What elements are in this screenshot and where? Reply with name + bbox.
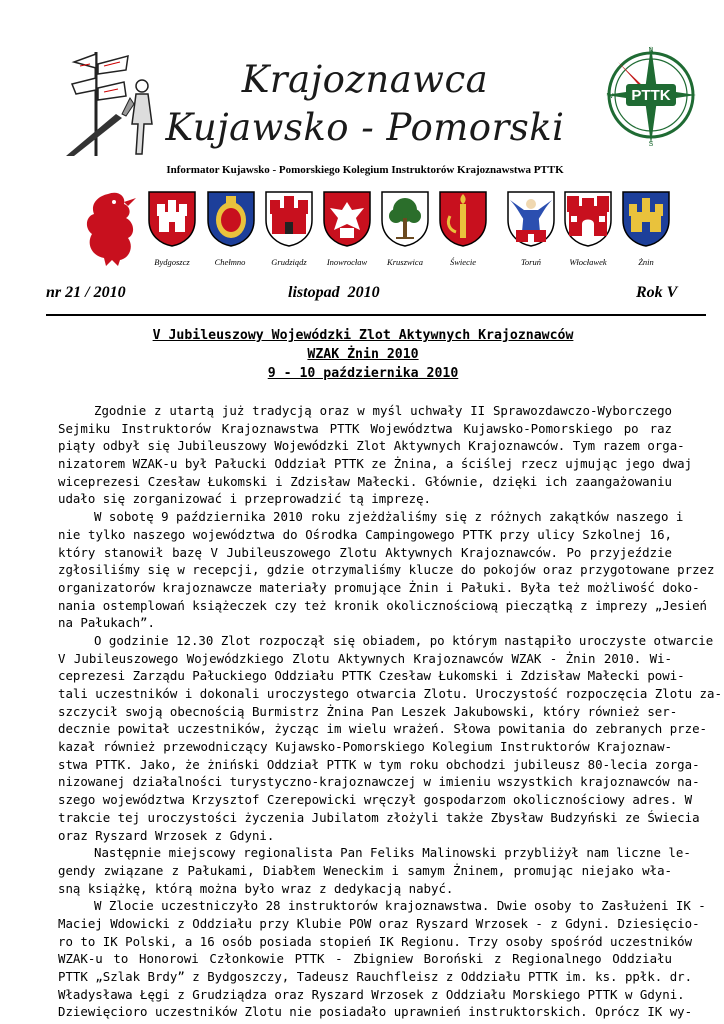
- body-line: sną książkę, którą można było wraz z dedykacją nabyć.: [58, 880, 454, 896]
- body-line: tali uczestników i dokonali uroczystego otwarcia Zlotu. Uroczystość rozpoczęcia Zlotu za-: [58, 686, 722, 701]
- signpost-hiker-icon: [66, 44, 162, 160]
- body-line: nizowanej działalności turystyczno-krajoznawczej w imieniu wszystkich krajoznawców na-: [58, 774, 700, 790]
- body-line: Władysława Łęgi z Grudziądza oraz Ryszard Wrzosek z Oddziału Morskiego PTTK w Gdyni.: [58, 986, 685, 1002]
- body-line: szczycił swoją obecnością Burmistrz Żnina Pan Leszek Jakubowski, który również ser-: [58, 703, 678, 719]
- city-label-chelmno: Chełmno: [214, 257, 246, 267]
- city-label-inowroclaw: Inowrocław: [326, 257, 368, 267]
- city-label-swiecie: Świecie: [450, 257, 476, 267]
- city-label-torun: Toruń: [520, 257, 541, 267]
- body-line: V Jubileuszowego Wojewódzkiego Zlotu Aktywnych Krajoznawców WZAK - Żnin 2010. Wi-: [58, 650, 672, 666]
- body-line: wiceprezesi Czesław Łukomski i Zdzisław Małecki. Głównie, dzięki ich zaangażowaniu: [58, 473, 672, 489]
- masthead-subtitle: Informator Kujawsko - Pomorskiego Kolegium Instruktorów Krajoznawstwa PTTK: [166, 164, 564, 176]
- body-line: zgłosiliśmy się w recepcji, gdzie otrzymaliśmy klucze do pokojów oraz przygotowane przez: [58, 562, 715, 578]
- city-label-grudziadz: Grudziądz: [271, 257, 307, 267]
- castle-shield-icon: [147, 190, 197, 248]
- body-line: piąty odbył się Jubileuszowy Wojewódzki Zlot Aktywnych Krajoznawców. Tym razem orga-: [58, 438, 685, 454]
- body-line: nizatorem WZAK-u był Pałucki Oddział PTTK ze Żnina, a ściślej rzecz ujmując jego dwaj: [58, 456, 693, 472]
- body-line: trakcie tej uroczystości życzenia Jubilatom złożyli także Zbysław Budzyński ze Świecia: [58, 809, 700, 825]
- body-line: PTTK „Szlak Brdy” z Bydgoszczy, Tadeusz Rauchfleisz z Oddziału PTTK im. ks. ppłk. dr.: [58, 969, 693, 984]
- red-griffin-icon: [78, 188, 142, 268]
- issue-date: listopad 2010: [288, 284, 380, 301]
- article-subheadline: WZAK Żnin 2010: [307, 347, 419, 362]
- body-line: W sobotę 9 października 2010 roku zjeżdżaliśmy się z różnych zakątków naszego i: [94, 509, 684, 525]
- issue-divider: [46, 314, 706, 316]
- city-label-bydgoszcz: Bydgoszcz: [154, 257, 190, 267]
- pttk-badge-text: PTTK: [631, 87, 671, 104]
- body-line: szego województwa Krzysztof Czerepowicki wręczył gospodarzom okolicznościowy adres. W: [58, 792, 693, 808]
- compass-s-label: S: [648, 141, 654, 148]
- compass-w-label: W: [606, 93, 614, 100]
- body-line: gendy związane z Pałukami, Diabłem Weneckim i samym Żninem, promując niejako wła-: [58, 862, 672, 878]
- body-line: ro to IK Polski, a 16 osób posiada stopień IK Regionu. Trzy osoby spośród uczestników: [58, 933, 693, 949]
- city-label-kruszwica: Kruszwica: [387, 257, 423, 267]
- pttk-compass-logo: [598, 40, 704, 150]
- city-label-znin: Żnin: [638, 257, 654, 267]
- body-line: Maciej Wdowicki z Oddziału przy Klubie POW oraz Ryszard Wrzosek - z Gdyni. Dziesięcio-: [58, 915, 700, 931]
- eagle-shield-icon: [322, 190, 372, 248]
- article-dates: 9 - 10 października 2010: [267, 366, 459, 381]
- body-line: organizatorów krajoznawcze materiały promujące Żnin i Pałuki. Była też możliwość doko-: [58, 579, 700, 595]
- angel-shield-icon: [506, 190, 556, 248]
- body-line: nie tylko naszego województwa do Ośrodka Campingowego PTTK przy ulicy Szkolnej 16,: [58, 526, 672, 542]
- body-line: O godzinie 12.30 Zlot rozpoczął się obiadem, po którym nastąpiło uroczyste otwarcie: [94, 632, 714, 648]
- candle-shield-icon: [438, 190, 488, 248]
- body-line: kazał również przewodniczący Kujawsko-Pomorskiego Kolegium Instruktorów Krajoznaw-: [58, 739, 672, 755]
- body-line: na Pałukach”.: [58, 615, 155, 631]
- red-castle-shield-icon: [264, 190, 314, 248]
- body-line: Dziewięcioro uczestników Zlotu nie posiadało uprawnień instruktorskich. Oprócz IK wy-: [58, 1004, 693, 1020]
- body-line: udało się zorganizować i przeprowadzić tą imprezę.: [58, 491, 431, 507]
- body-line: Sejmiku Instruktorów Krajoznawstwa PTTK Województwa Kujawsko-Pomorskiego po raz: [58, 420, 672, 436]
- masthead-title-line1: Krajoznawca: [241, 58, 489, 101]
- heart-crest-shield-icon: [206, 190, 256, 248]
- city-label-wloclawek: Włocławek: [569, 257, 607, 267]
- masthead-title-line2: Kujawsko - Pomorski: [165, 106, 565, 149]
- body-line: oraz Ryszard Wrzosek z Gdyni.: [58, 827, 275, 843]
- body-line: W Zlocie uczestniczyło 28 instruktorów krajoznawstwa. Dwie osoby to Zasłużeni IK -: [94, 898, 706, 914]
- compass-n-label: N: [648, 47, 654, 54]
- blue-castle-shield-icon: [621, 190, 671, 248]
- body-line: Następnie miejscowy regionalista Pan Feliks Malinowski przybliżył nam liczne le-: [94, 845, 691, 861]
- body-line: WZAK-u to Honorowi Członkowie PTTK - Zbigniew Boroński z Regionalnego Oddziału: [58, 951, 672, 967]
- body-line: stwa PTTK. Jako, że żniński Oddział PTTK w tym roku obchodzi jubileusz 80-lecia zorga-: [58, 756, 700, 772]
- body-line: który stanowił bazę V Jubileuszowego Zlotu Aktywnych Krajoznawców. Po przyjeździe: [58, 544, 672, 560]
- article-headline: V Jubileuszowy Wojewódzki Zlot Aktywnych Krajoznawców: [152, 328, 574, 343]
- body-line: ceprezesi Zarządu Pałuckiego Oddziału PTTK Czesław Łukomski i Zdzisław Małecki powi-: [58, 668, 685, 684]
- body-line: nania ostemplowań książeczek czy też kronik okolicznościową pieczątką z imprezy „Jesień: [58, 597, 708, 613]
- tree-shield-icon: [380, 190, 430, 248]
- article-body: [58, 402, 722, 1021]
- issue-number: nr 21 / 2010: [46, 284, 126, 301]
- body-line: decznie powitał uczestników, życząc im wielu wrażeń. Słowa powitania do zebranych prze-: [58, 721, 708, 737]
- brick-gate-shield-icon: [563, 190, 613, 248]
- body-line: Zgodnie z utartą już tradycją oraz w myśl uchwały II Sprawozdawczo-Wyborczego: [94, 403, 672, 418]
- issue-year: Rok V: [636, 284, 678, 301]
